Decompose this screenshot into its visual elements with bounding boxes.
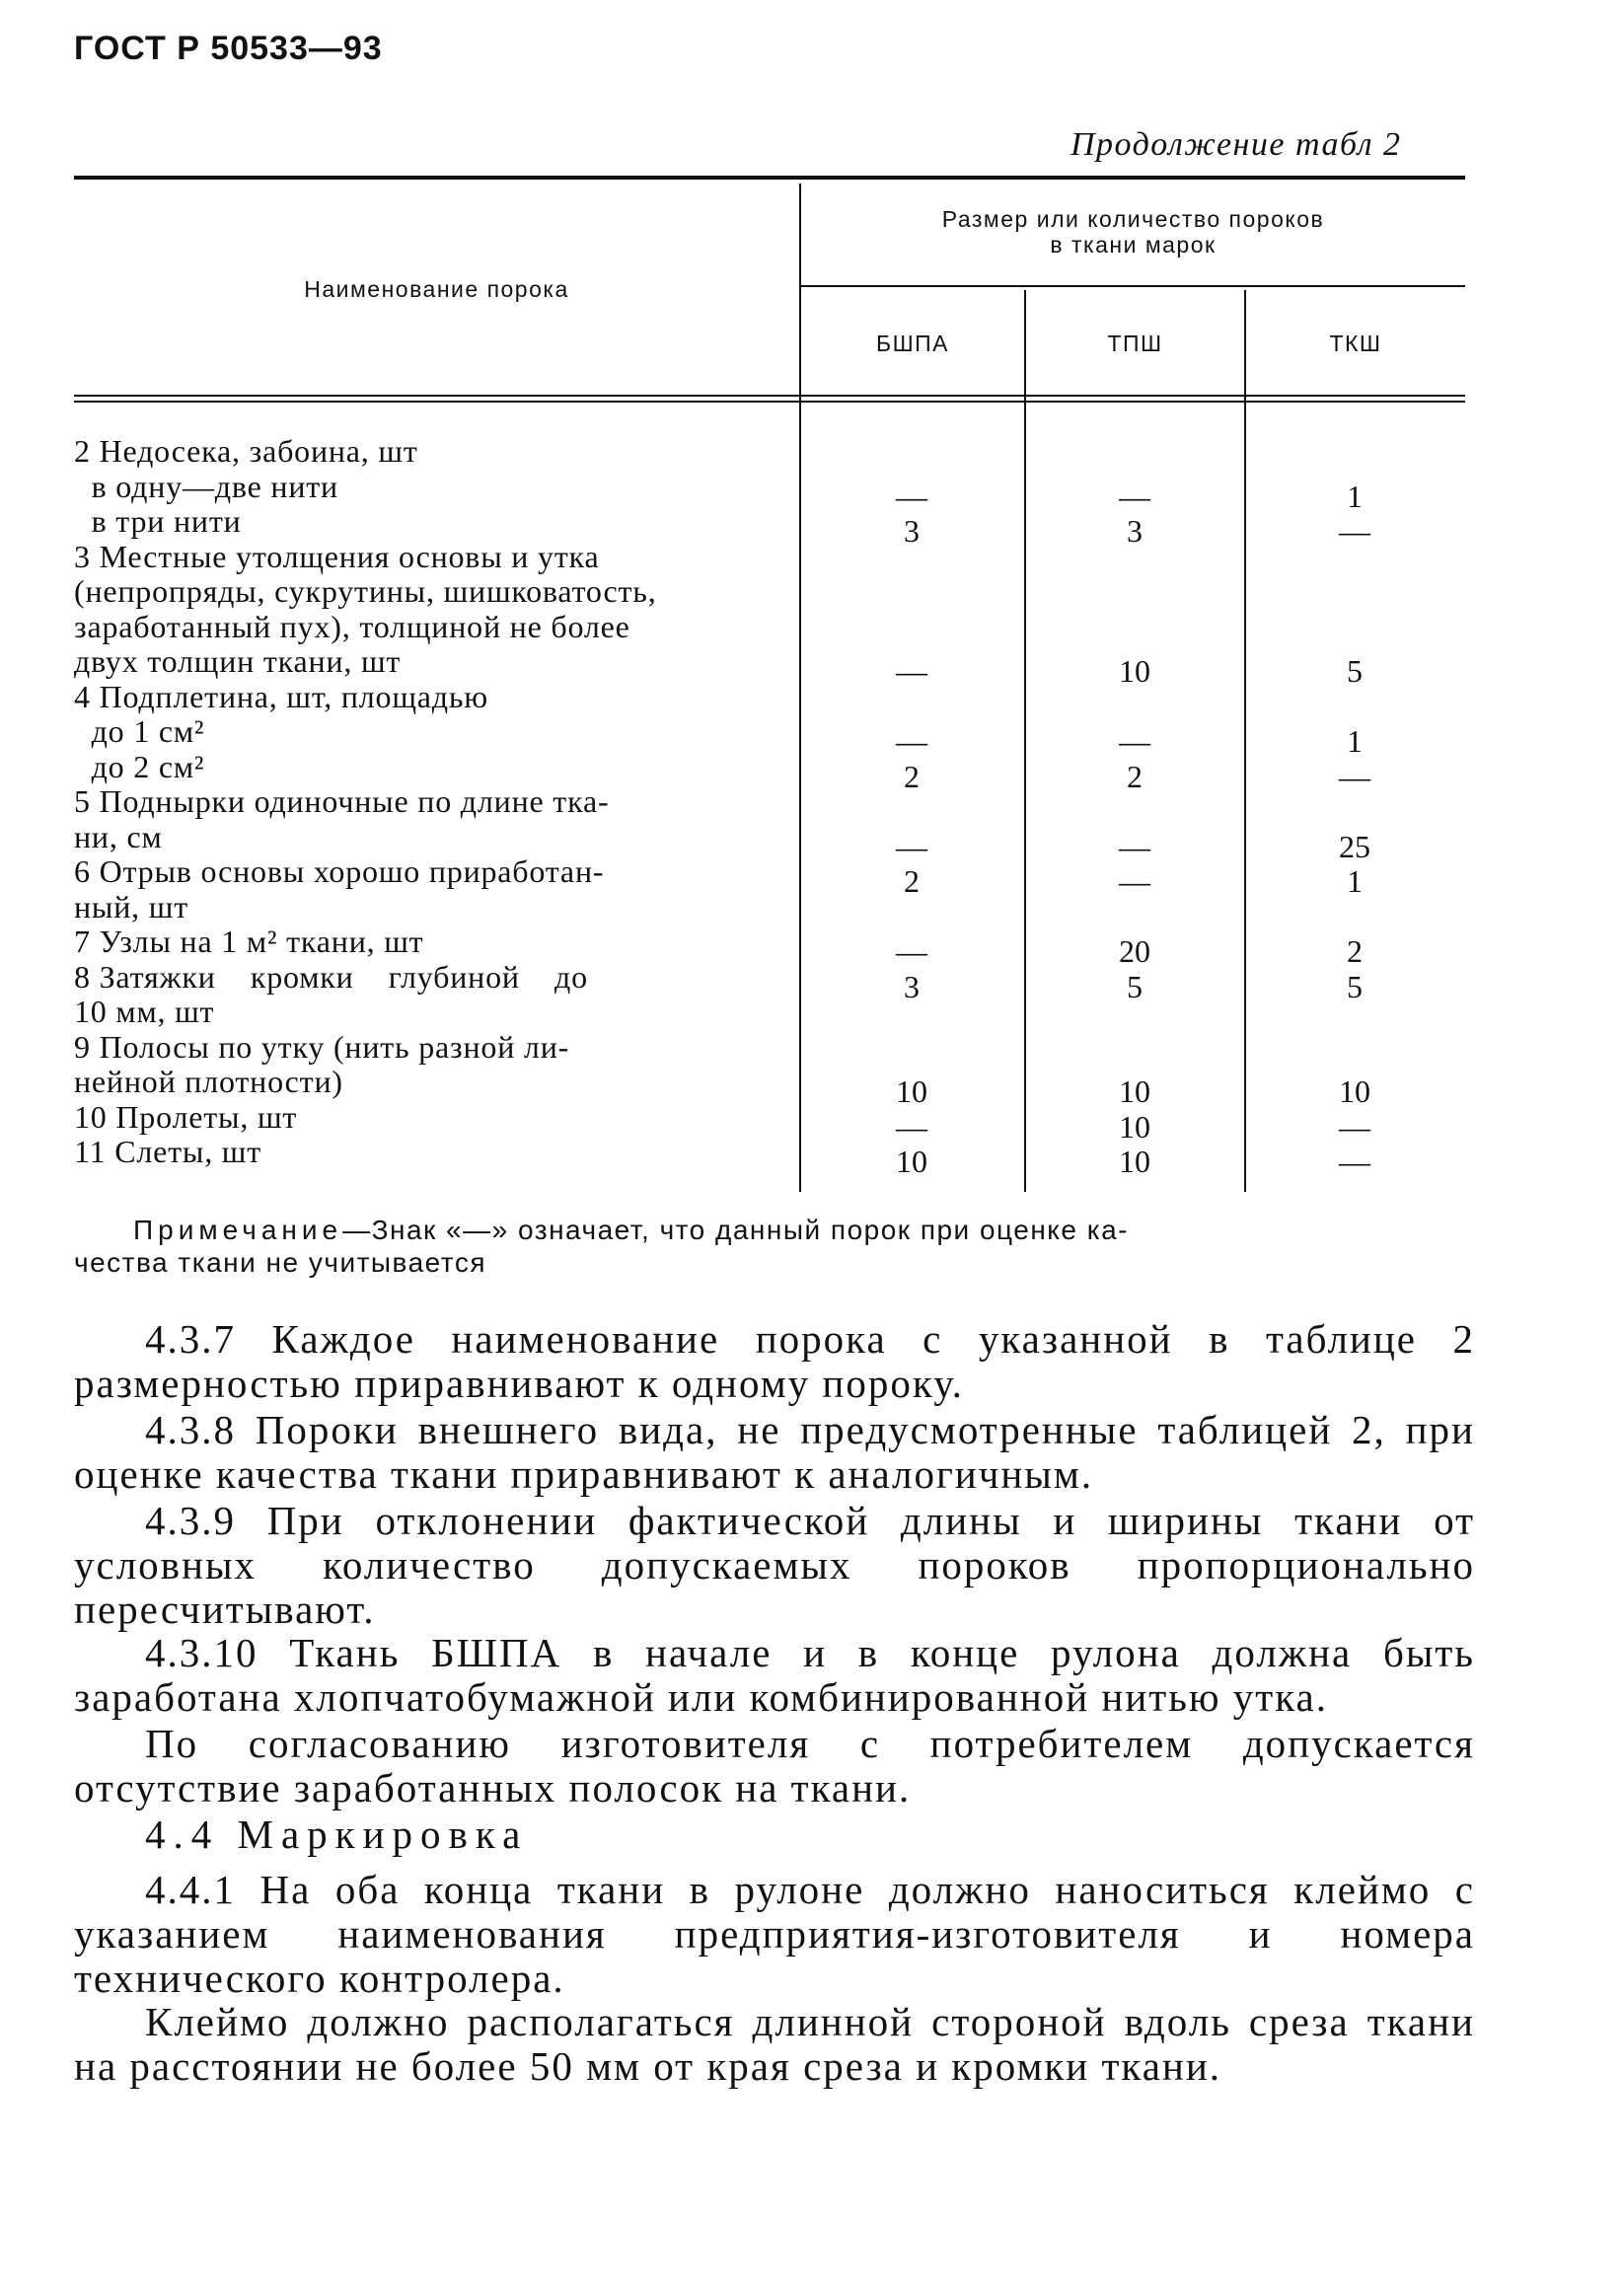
table-continuation-label: Продолжение табл 2: [1070, 126, 1402, 163]
note-label: Примечание: [133, 1215, 343, 1245]
col-header-tksh: ТКШ: [1329, 331, 1382, 356]
value-tpsh: 3: [1127, 513, 1143, 549]
header-rule-1: [74, 395, 1465, 397]
table-note: [133, 1214, 1475, 1247]
paragraph-4-3-8: 4.3.8 Пороки внешнего вида, не предусмотренные таблицей 2, при оценке качества ткани приравнивают к аналогичным.: [74, 1407, 1475, 1497]
group-header-rule: [801, 285, 1465, 287]
value-bshpa: 10: [896, 1144, 927, 1179]
table-top-rule: [74, 176, 1465, 180]
paragraph-4-3-9: 4.3.9 При отклонении фактической длины и ширины ткани от условных количество допускаемых пороков пропорционально пересчитывают.: [74, 1498, 1475, 1632]
value-tpsh: 2: [1127, 758, 1143, 794]
value-bshpa: —: [896, 828, 927, 864]
value-bshpa: 2: [904, 758, 920, 794]
defect-name-line: (непропряды, сукрутины, шишковатость,: [74, 573, 657, 609]
value-bshpa: 2: [904, 863, 920, 899]
value-tksh: —: [1339, 1144, 1370, 1179]
defect-name-line: 10 мм, шт: [74, 994, 215, 1029]
value-tksh: 25: [1339, 828, 1370, 864]
value-tpsh: 10: [1119, 1144, 1150, 1179]
value-tksh: 2: [1347, 933, 1363, 969]
paragraph-4-3-7: 4.3.7 Каждое наименование порока с указанной в таблице 2 размерностью приравнивают к одному пороку.: [74, 1316, 1475, 1406]
defect-name-line: 3 Местные утолщения основы и утка: [74, 538, 600, 574]
col-divider-2: [1244, 290, 1246, 1192]
defect-name-line: ни, см: [74, 818, 163, 854]
document-code: ГОСТ Р 50533—93: [74, 30, 383, 67]
defects-table: [74, 176, 1465, 1192]
paragraph-stamp-position: Клеймо должно располагаться длинной стороной вдоль среза ткани на расстоянии не более 50 мм от края среза и кромки ткани.: [74, 1999, 1475, 2089]
value-tpsh: —: [1119, 478, 1150, 514]
defect-name-line: 5 Поднырки одиночные по длине тка-: [74, 783, 610, 819]
value-tksh: 10: [1339, 1073, 1370, 1109]
value-tpsh: 20: [1119, 933, 1150, 969]
defect-name-line: 9 Полосы по утку (нить разной ли-: [74, 1028, 570, 1065]
defect-name-line: 2 Недосека, забоина, шт: [74, 433, 418, 469]
paragraph-agreement: По согласованию изготовителя с потребителем допускается отсутствие заработанных полосок на ткани.: [74, 1721, 1475, 1811]
value-bshpa: 3: [904, 968, 920, 1004]
col-header-bshpa: БШПА: [875, 331, 950, 356]
value-tksh: 1: [1347, 863, 1363, 899]
defect-name-line: в три нити: [74, 503, 242, 539]
defect-name-line: ный, шт: [74, 888, 188, 924]
value-tksh: —: [1339, 758, 1370, 794]
defect-name-line: 7 Узлы на 1 м² ткани, шт: [74, 924, 424, 959]
value-tpsh: 5: [1127, 968, 1143, 1004]
header-rule-2: [74, 401, 1465, 403]
value-tpsh: 10: [1119, 1108, 1150, 1145]
value-bshpa: —: [896, 478, 927, 514]
defect-name-line: нейной плотности): [74, 1064, 343, 1099]
value-tpsh: —: [1119, 723, 1150, 759]
value-tpsh: —: [1119, 828, 1150, 864]
value-bshpa: —: [896, 653, 927, 689]
value-bshpa: —: [896, 1108, 927, 1145]
defect-name-line: до 1 см²: [74, 713, 205, 749]
value-bshpa: —: [896, 723, 927, 759]
value-tpsh: 10: [1119, 1073, 1150, 1109]
col-header-tpsh: ТПШ: [1107, 331, 1163, 356]
col-divider-1: [1024, 290, 1026, 1192]
col-header-group: Размер или количество пороков в ткани марок: [941, 206, 1325, 258]
value-tksh: 5: [1347, 968, 1363, 1004]
paragraph-4-4-1: 4.4.1 На оба конца ткани в рулоне должно наноситься клеймо с указанием наименования предприятия-изготовителя и номера технического контролера.: [74, 1867, 1475, 2001]
value-tksh: —: [1339, 1108, 1370, 1145]
value-tpsh: 10: [1119, 653, 1150, 689]
value-tksh: 1: [1347, 478, 1363, 514]
defect-name-line: двух толщин ткани, шт: [74, 643, 402, 679]
paragraph-4-3-10: 4.3.10 Ткань БШПА в начале и в конце рулона должна быть заработана хлопчатобумажной или комбинированной нитью утка.: [74, 1630, 1475, 1720]
note-text-1: —Знак «—» означает, что данный порок при оценке ка-: [342, 1215, 1129, 1245]
value-tksh: —: [1339, 513, 1370, 549]
value-bshpa: 10: [896, 1073, 927, 1109]
defect-name-line: в одну—две нити: [74, 468, 338, 504]
col-header-name: Наименование порока: [304, 276, 569, 302]
value-bshpa: —: [896, 933, 927, 969]
defect-name-line: 4 Подплетина, шт, площадью: [74, 678, 488, 714]
value-tpsh: —: [1119, 863, 1150, 899]
defect-name-line: 11 Слеты, шт: [74, 1134, 262, 1169]
defect-name-line: до 2 см²: [74, 748, 205, 784]
section-heading-4-4: 4.4 Маркировка: [145, 1811, 529, 1857]
defect-name-line: заработанный пух), толщиной не более: [74, 608, 630, 644]
defect-name-line: 10 Пролеты, шт: [74, 1098, 298, 1135]
value-tksh: 1: [1347, 723, 1363, 759]
defect-name-line: 8 Затяжки кромки глубиной до: [74, 958, 588, 995]
note-text-2: чества ткани не учитывается: [74, 1247, 486, 1278]
defect-name-line: 6 Отрыв основы хорошо приработан-: [74, 853, 605, 889]
value-tksh: 5: [1347, 653, 1363, 689]
value-bshpa: 3: [904, 513, 920, 549]
